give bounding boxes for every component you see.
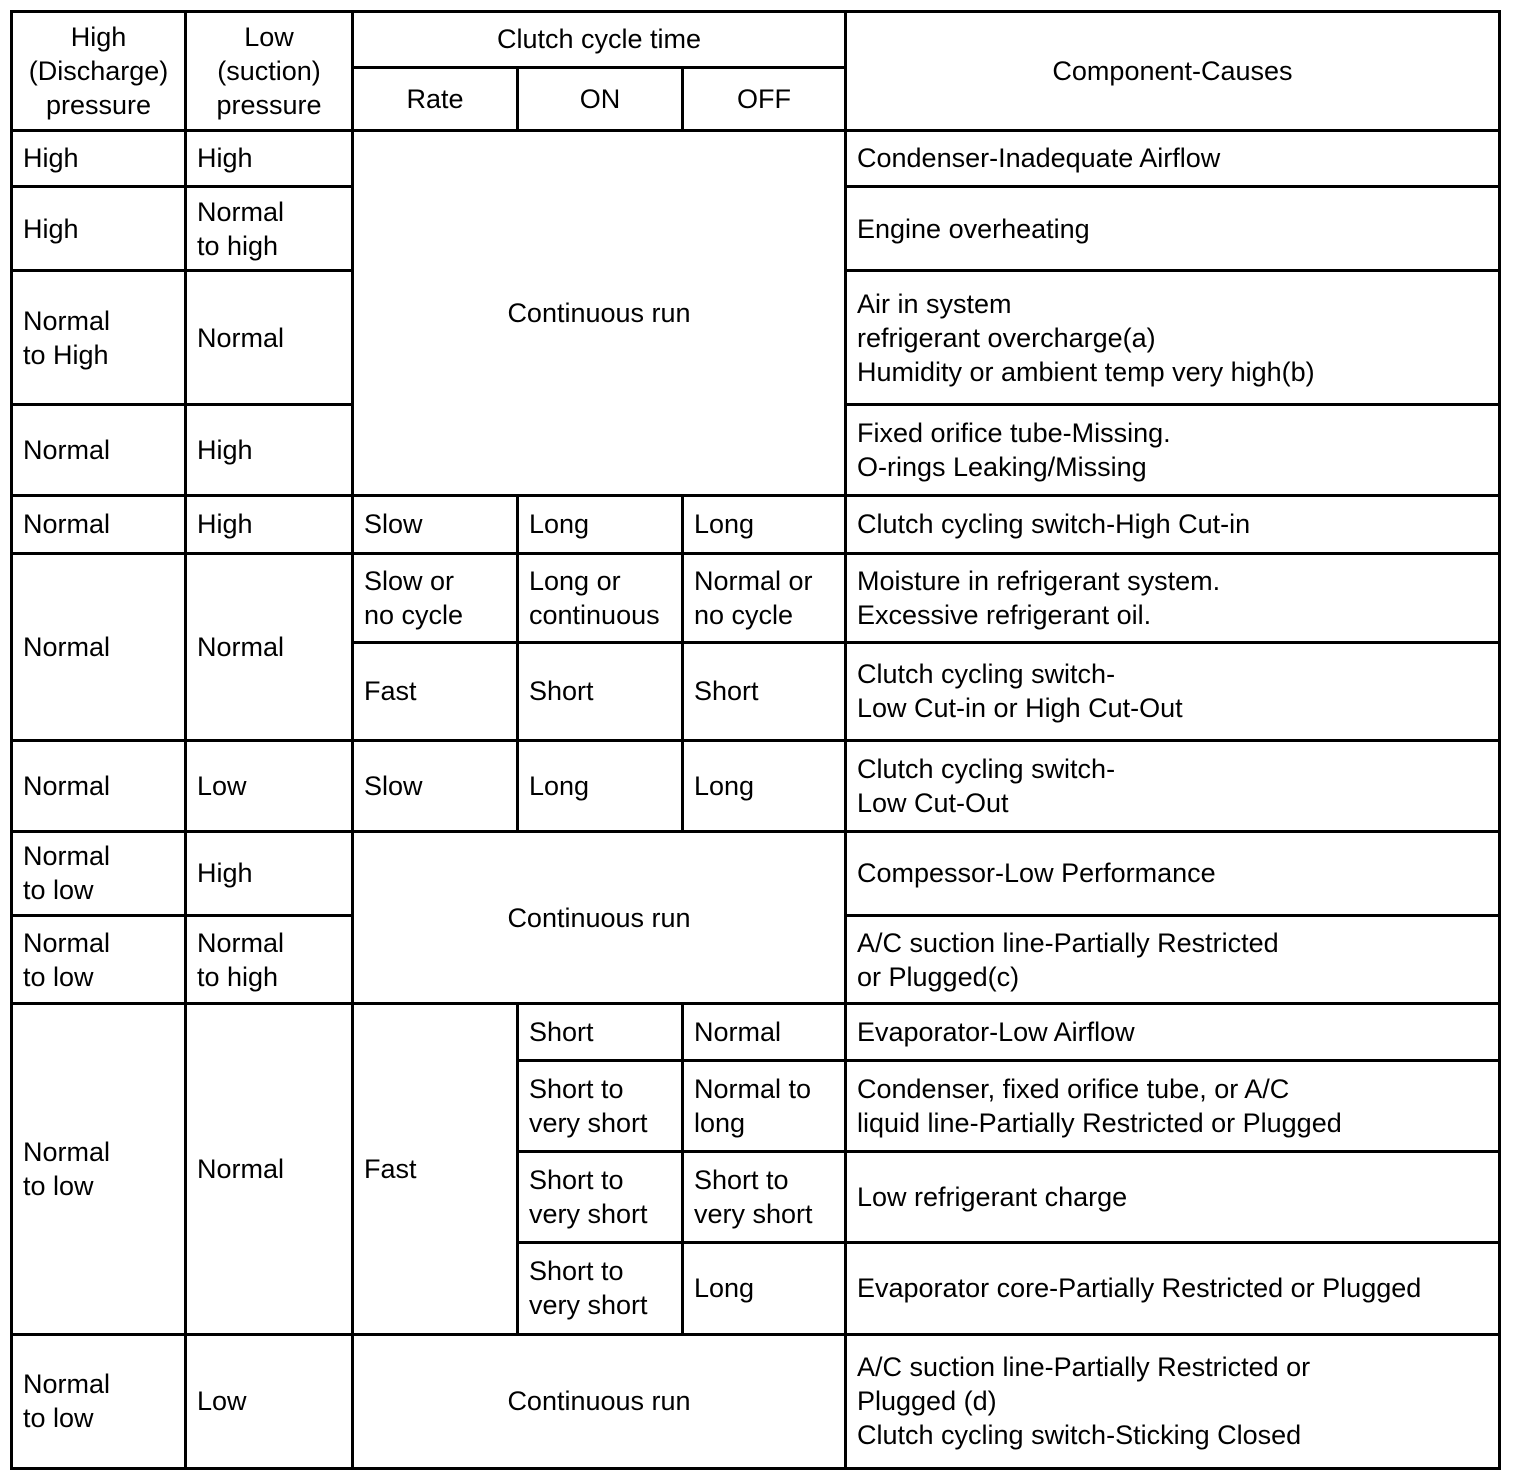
header-high-pressure: High (Discharge) pressure [12,12,186,131]
continuous-run-cell: Continuous run [353,1334,846,1468]
low-pressure-cell: High [186,404,353,495]
diagnostic-table-container [10,10,1498,1470]
table-row [12,831,1500,915]
off-cell: Normal [683,1004,846,1061]
table-row [12,131,1500,187]
rate-cell: Fast [353,1004,518,1334]
high-pressure-cell: Normal to low [12,831,186,915]
low-pressure-cell: Normal [186,554,353,741]
low-pressure-cell: Low [186,740,353,831]
on-cell: Short to very short [518,1060,683,1151]
cause-cell: Low refrigerant charge [846,1151,1500,1242]
cause-cell: Evaporator-Low Airflow [846,1004,1500,1061]
header-on: ON [518,67,683,131]
rate-cell: Slow or no cycle [353,554,518,643]
cause-cell: Evaporator core-Partially Restricted or Plugged [846,1242,1500,1334]
header-off: OFF [683,67,846,131]
on-cell: Long or continuous [518,554,683,643]
off-cell: Long [683,740,846,831]
low-pressure-cell: Low [186,1334,353,1468]
cause-cell: Air in system refrigerant overcharge(a) Humidity or ambient temp very high(b) [846,271,1500,404]
off-cell: Long [683,1242,846,1334]
low-pressure-cell: High [186,131,353,187]
low-pressure-cell: Normal to high [186,186,353,271]
on-cell: Long [518,495,683,554]
table-row [12,495,1500,554]
off-cell: Short to very short [683,1151,846,1242]
header-rate: Rate [353,67,518,131]
on-cell: Short to very short [518,1242,683,1334]
on-cell: Short to very short [518,1151,683,1242]
cause-cell: Fixed orifice tube-Missing. O-rings Leaking/Missing [846,404,1500,495]
header-low-pressure: Low (suction) pressure [186,12,353,131]
rate-cell: Slow [353,495,518,554]
high-pressure-cell: Normal [12,495,186,554]
table-row [12,554,1500,643]
header-component-causes: Component-Causes [846,12,1500,131]
table-row [12,1004,1500,1061]
low-pressure-cell: Normal [186,271,353,404]
low-pressure-cell: High [186,495,353,554]
off-cell: Normal to long [683,1060,846,1151]
cause-cell: Engine overheating [846,186,1500,271]
cause-cell: A/C suction line-Partially Restricted or Plugged (d) Clutch cycling switch-Sticking Closed [846,1334,1500,1468]
header-clutch-cycle-time: Clutch cycle time [353,12,846,68]
high-pressure-cell: Normal [12,554,186,741]
cause-cell: Clutch cycling switch- Low Cut-in or High Cut-Out [846,643,1500,741]
high-pressure-cell: Normal [12,740,186,831]
table-row [12,1334,1500,1468]
high-pressure-cell: Normal to low [12,1334,186,1468]
cause-cell: Condenser, fixed orifice tube, or A/C liquid line-Partially Restricted or Plugged [846,1060,1500,1151]
cause-cell: Moisture in refrigerant system. Excessive refrigerant oil. [846,554,1500,643]
on-cell: Long [518,740,683,831]
off-cell: Normal or no cycle [683,554,846,643]
high-pressure-cell: Normal to low [12,1004,186,1334]
rate-cell: Slow [353,740,518,831]
continuous-run-cell: Continuous run [353,831,846,1004]
high-pressure-cell: Normal to low [12,915,186,1004]
on-cell: Short [518,643,683,741]
cause-cell: A/C suction line-Partially Restricted or Plugged(c) [846,915,1500,1004]
low-pressure-cell: Normal [186,1004,353,1334]
cause-cell: Clutch cycling switch- Low Cut-Out [846,740,1500,831]
high-pressure-cell: High [12,131,186,187]
rate-cell: Fast [353,643,518,741]
cause-cell: Clutch cycling switch-High Cut-in [846,495,1500,554]
continuous-run-cell: Continuous run [353,131,846,495]
high-pressure-cell: Normal [12,404,186,495]
cause-cell: Condenser-Inadequate Airflow [846,131,1500,187]
on-cell: Short [518,1004,683,1061]
cause-cell: Compessor-Low Performance [846,831,1500,915]
high-pressure-cell: Normal to High [12,271,186,404]
off-cell: Long [683,495,846,554]
off-cell: Short [683,643,846,741]
ac-diagnosis-table [10,10,1501,1470]
table-row [12,740,1500,831]
low-pressure-cell: High [186,831,353,915]
low-pressure-cell: Normal to high [186,915,353,1004]
high-pressure-cell: High [12,186,186,271]
